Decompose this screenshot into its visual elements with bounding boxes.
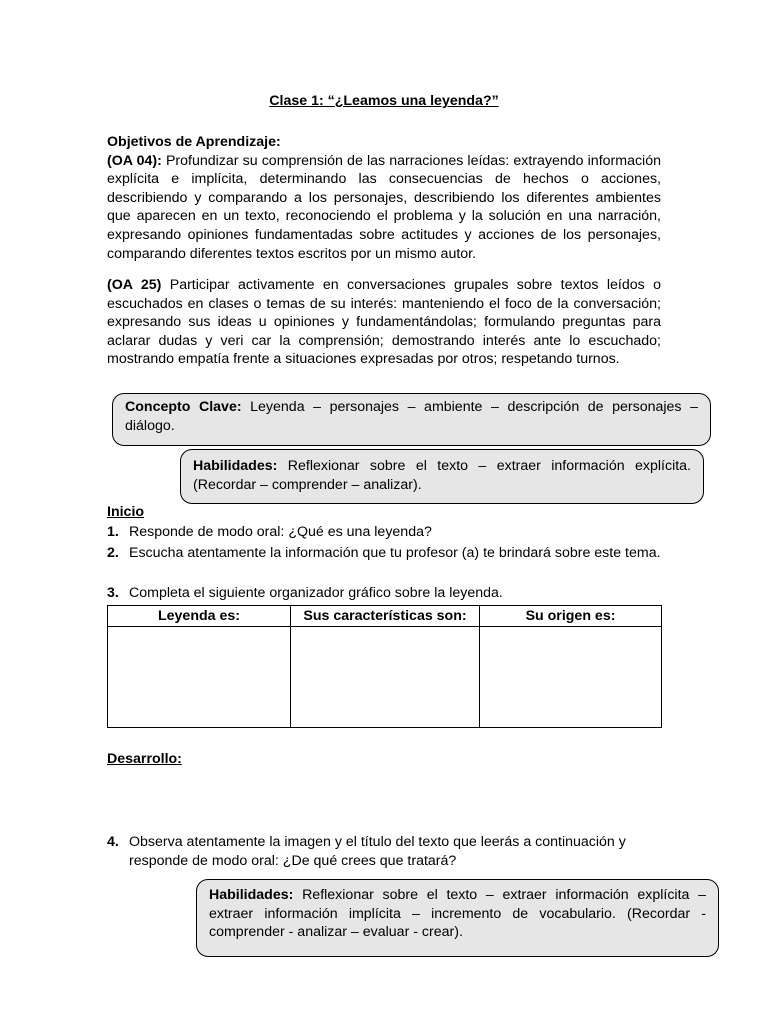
list-item-number: 2. xyxy=(107,545,119,561)
oa25-code: (OA 25) xyxy=(107,277,162,293)
list-item xyxy=(107,584,661,603)
table-header-row xyxy=(108,606,662,627)
concepto-clave-label: Concepto Clave: xyxy=(125,399,242,415)
inicio-heading: Inicio xyxy=(107,504,145,520)
column-header: Sus características son: xyxy=(291,606,480,627)
list-item-number: 3. xyxy=(107,585,119,601)
objectives-section xyxy=(107,133,661,263)
answer-cell-caracteristicas[interactable] xyxy=(291,627,480,728)
table-row xyxy=(108,627,662,728)
oa25-text: Participar activamente en conversaciones grupales sobre textos leídos o escuchados en clases o temas de su interés: manteniendo el foco de la conversación; expresando sus ideas u opiniones y fundamentándolas; formulando preguntas para aclarar dudas y veri car la comprensión; demostrando interés ante lo escuchado; mostrando empatía frente a situaciones expresadas por otros; respetando turnos. xyxy=(107,277,661,368)
answer-cell-origen[interactable] xyxy=(480,627,662,728)
list-item-text: Escucha atentamente la información que tu profesor (a) te brindará sobre este tema. xyxy=(129,545,661,561)
list-item-number: 4. xyxy=(107,834,119,850)
answer-cell-leyenda[interactable] xyxy=(108,627,291,728)
habilidades-2-text: Reflexionar sobre el texto – extraer información explícita – extraer información implícita – incremento de vocabulario. (Recordar - comprender - analizar – evaluar - crear). xyxy=(209,887,706,941)
list-item xyxy=(107,544,661,563)
list-item-text: Completa el siguiente organizador gráfico sobre la leyenda. xyxy=(129,585,503,601)
page-title: Clase 1: “¿Leamos una leyenda?” xyxy=(269,93,499,109)
objectives-heading: Objetivos de Aprendizaje: xyxy=(107,134,281,150)
list-item xyxy=(107,523,661,542)
graphic-organizer-table xyxy=(107,605,662,728)
list-item-number: 1. xyxy=(107,524,119,540)
list-item xyxy=(107,833,661,870)
habilidades-1-text: Reflexionar sobre el texto – extraer información explícita. (Recordar – comprender – analizar). xyxy=(193,458,691,493)
oa04-code: (OA 04): xyxy=(107,152,162,169)
list-item-text: Responde de modo oral: ¿Qué es una leyenda? xyxy=(129,524,432,540)
oa04-text: Profundizar su comprensión de las narraciones leídas: extrayendo información explícita e implícita, determinando las consecuencias de hechos o acciones, describiendo y comparando a los personajes, describiendo los diferentes ambientes que aparecen en un texto, reconociendo el problema y la solución en una narración, expresando opiniones fundamentadas sobre actitudes y acciones de los personajes, comparando diferentes textos escritos por un mismo autor. xyxy=(107,152,661,262)
habilidades-box-2 xyxy=(196,879,719,957)
objective-oa25 xyxy=(107,276,661,369)
list-item-text: Observa atentamente la imagen y el título del texto que leerás a continuación y responde de modo oral: ¿De qué crees que tratará? xyxy=(129,834,626,869)
concepto-clave-text: Leyenda – personajes – ambiente – descripción de personajes – diálogo. xyxy=(125,399,698,434)
concepto-clave-box xyxy=(112,393,711,446)
desarrollo-heading: Desarrollo: xyxy=(107,751,182,767)
column-header: Leyenda es: xyxy=(108,606,291,627)
habilidades-box-1 xyxy=(180,449,704,504)
objective-oa04 xyxy=(107,152,661,264)
column-header: Su origen es: xyxy=(480,606,662,627)
habilidades-1-label: Habilidades: xyxy=(193,458,278,474)
habilidades-2-label: Habilidades: xyxy=(209,887,294,903)
